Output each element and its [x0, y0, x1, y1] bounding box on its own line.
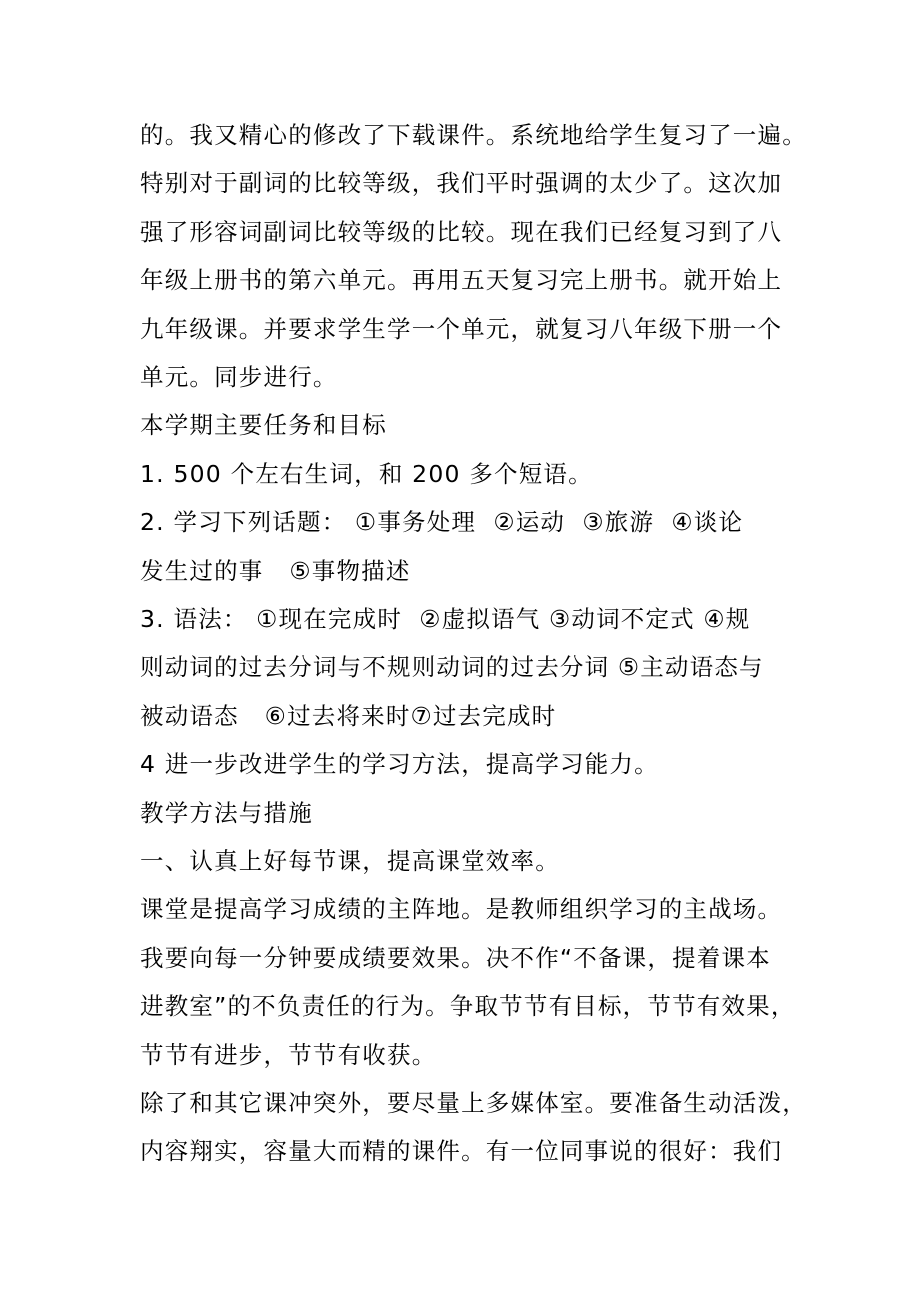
text-line: 课堂是提高学习成绩的主阵地。是教师组织学习的主战场。: [140, 895, 783, 924]
text-line: 节节有进步，节节有收获。: [140, 1040, 437, 1069]
text-line: 一、认真上好每节课，提高课堂效率。: [140, 847, 560, 875]
text-line: 2. 学习下列话题： ①事务处理 ②运动 ③旅游 ④谈论: [140, 508, 744, 537]
text-line: 4 进一步改进学生的学习方法，提高学习能力。: [140, 750, 659, 779]
text-line: 则动词的过去分词与不规则动词的过去分词 ⑤主动语态与: [140, 653, 764, 682]
text-line: 进教室”的不负责任的行为。争取节节有目标，节节有效果，: [140, 992, 796, 1021]
text-line: 1. 500 个左右生词，和 200 多个短语。: [140, 459, 593, 488]
text-line: 单元。同步进行。: [140, 363, 338, 391]
text-line: 九年级课。并要求学生学一个单元，就复习八年级下册一个: [140, 314, 783, 343]
text-line: 年级上册书的第六单元。再用五天复习完上册书。就开始上: [140, 266, 783, 295]
text-line: 本学期主要任务和目标: [140, 411, 387, 440]
text-line: 被动语态 ⑥过去将来时⑦过去完成时: [140, 701, 557, 730]
text-line: 的。我又精心的修改了下载课件。系统地给学生复习了一遍。: [140, 121, 807, 149]
text-line: 3. 语法： ①现在完成时 ②虚拟语气 ③动词不定式 ④规: [140, 605, 751, 633]
text-line: 强了形容词副词比较等级的比较。现在我们已经复习到了八: [140, 217, 783, 246]
text-line: 发生过的事 ⑤事物描述: [140, 556, 411, 585]
text-line: 除了和其它课冲突外，要尽量上多媒体室。要准备生动活泼，: [140, 1089, 807, 1117]
text-line: 我要向每一分钟要成绩要效果。决不作“不备课，提着课本: [140, 943, 771, 972]
text-line: 特别对于副词的比较等级，我们平时强调的太少了。这次加: [140, 169, 783, 198]
text-line: 教学方法与措施: [140, 798, 313, 827]
text-line: 内容翔实，容量大而精的课件。有一位同事说的很好：我们: [140, 1137, 783, 1166]
